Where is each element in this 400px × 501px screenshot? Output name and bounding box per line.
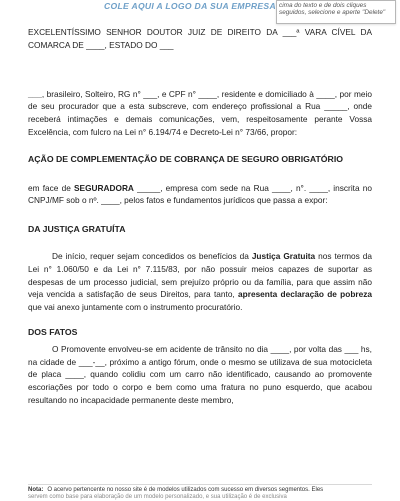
footnote-line-2: servem como base para elaboração de um modelo personalizado, e sua utilização é de exclusiva (28, 494, 287, 501)
section-title-fatos: DOS FATOS (28, 326, 78, 337)
gratuita-bold-2: apresenta declaração de pobreza (238, 289, 372, 300)
fatos-paragraph: O Promovente envolveu-se em acidente de trânsito no dia ____, por volta das ___ hs, na cidade de ___-__, próximo a antigo fórum, onde o mesmo se utilizava de sua motocicleta de placa ____, quando colidiu com um carro não identificado, causando ao promovente escoriações por todo o corpo e bem como uma fratura no puno esquerdo, que acabou resultando no incapacidade permanente deste membro, (28, 343, 372, 405)
logo-placeholder: COLE AQUI A LOGO DA SUA EMPRESA (104, 1, 276, 11)
action-title: AÇÃO DE COMPLEMENTAÇÃO DE COBRANÇA DE SEGURO OBRIGATÓRIO (28, 153, 344, 164)
footnote-text: O acervo pertencente no nosso site é de modelos utilizados com sucesso em diversos segmentos. Eles (47, 487, 324, 493)
footnote-label: Nota: (28, 487, 44, 493)
address-line: EXCELENTÍSSIMO SENHOR DOUTOR JUIZ DE DIREITO DA ___ª VARA CÍVEL DA COMARCA DE ____, ESTADO DO ___ (28, 27, 372, 50)
defendant-paragraph (28, 182, 372, 208)
defendant-name: SEGURADORA (74, 182, 134, 193)
document-body (28, 26, 372, 407)
edit-hint-box: cima do texto e de dois cliques seguidos, selecione e aperte "Delete" (276, 0, 396, 24)
defendant-text: _____, empresa com sede na Rua ____, n°. ____, inscrita no CNPJ/MF sob o nº. ____, pelos fatos e fundamentos jurídicos que passa a expor: (28, 182, 372, 206)
gratuita-text-2: nos termos da Lei n° 1.060/50 e da Lei n° 7.115/83, por não possuir meios capazes de suportar as despesas de um processo judicial, sem prejuízo próprio ou da família, para que assim não veja vencida a satisfação de seus Direitos, para tanto, (28, 250, 372, 300)
gratuita-bold-1: Justiça Gratuita (251, 250, 316, 261)
section-title-gratuita: DA JUSTIÇA GRATUÍTA (28, 224, 126, 235)
qualification-text: , brasileiro, Solteiro, RG n° ___, e CPF n° ____, residente e domiciliado à ____, por meio de seu procurador que a esta subscreve, com endereço profissional a Rua _____, onde receberá intimações e demais comunicações, vem, respeitosamente perante Vossa Excelência, com fulcro na Lei n° 6.194/74 e Decreto-Lei n° 73/66, propor: (28, 88, 372, 137)
footnote-line-1 (28, 487, 372, 494)
gratuita-text-1: De início, requer sejam concedidos os benefícios da (52, 250, 252, 261)
gratuita-paragraph (28, 250, 372, 314)
qualification-paragraph (28, 88, 372, 139)
defendant-prefix: em face de (28, 182, 74, 193)
footnote (28, 484, 372, 501)
qualification-blank: ___ (28, 88, 42, 99)
gratuita-text-3: que vai anexo juntamente com o instrumento procuratório. (28, 302, 243, 313)
